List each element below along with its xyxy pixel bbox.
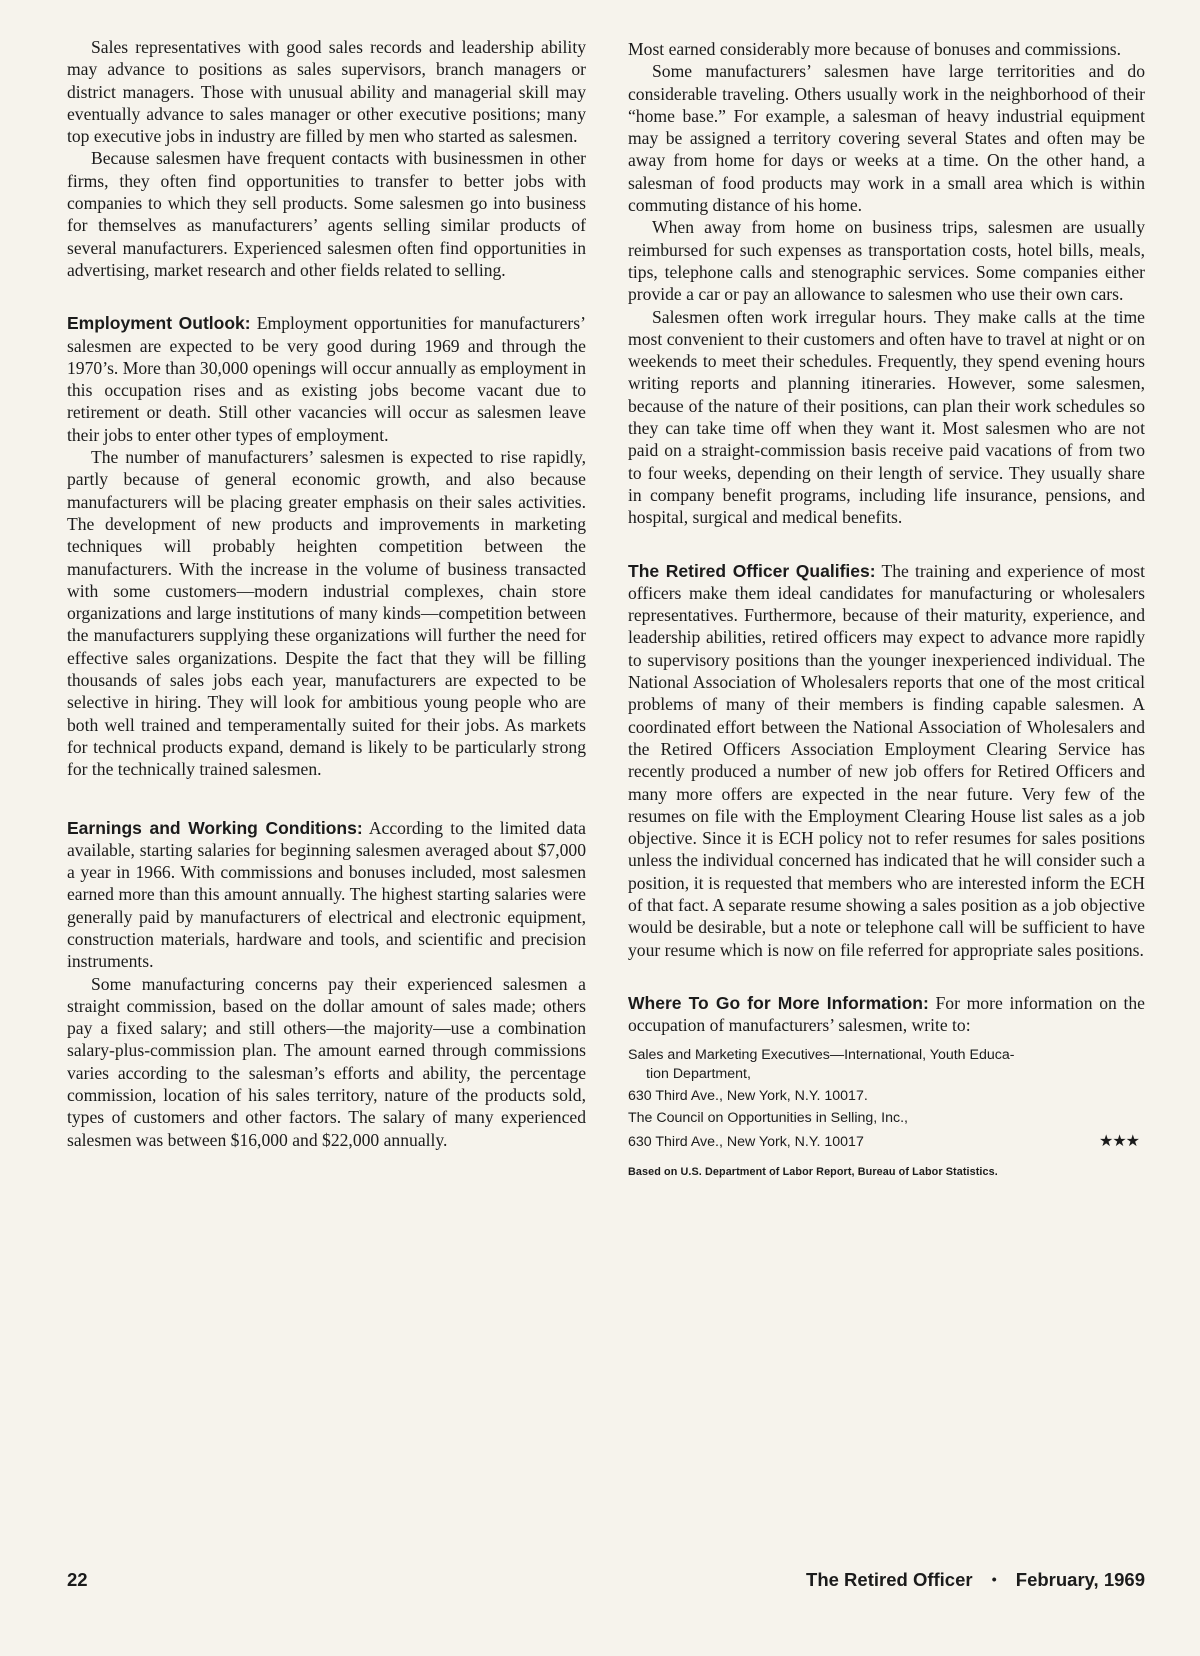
address-list [628,1046,1145,1152]
section-employment-outlook [67,312,586,446]
heading-employment-outlook: Employment Outlook: [67,313,251,334]
address-sme-line1: Sales and Marketing Executives—International, Youth Educa- [628,1047,1015,1064]
publication-date: February, 1969 [1015,1569,1145,1590]
section-earnings [67,817,586,973]
page-number: 22 [67,1569,88,1590]
paragraph-hours: Salesmen often work irregular hours. They make calls at the time most convenient to their customers and often have to travel at night or on weekends to meet their schedules. Frequently, they spend evening hours writing reports and planning itineraries. However, some salesmen, because of the nature of their positions, can plan their work schedules so they can take time off when they want it. Most salesmen who are not paid on a straight-commission basis receive paid vacations of from two to four weeks, depending on their length of service. They usually share in company benefit programs, including life insurance, pensions, and hospital, surgical and medical benefits. [628,306,1145,528]
bullet-separator: • [991,1571,997,1587]
paragraph-earnings-intro: According to the limited data available, starting salaries for beginning salesmen averaged about $7,000 a year in 1966. With commissions and bonuses included, most salesmen earned more than this amount annually. The highest starting salaries were generally paid by manufacturers of electrical and electronic equipment, construction materials, hardware and tools, and scientific and precision instruments. [67,817,586,972]
paragraph-employment-intro: Employment opportunities for manufacturers’ salesmen are expected to be very good during 1969 and through the 1970’s. More than 30,000 openings will occur annually as employment in this occupation rises and as existing jobs become vacant due to retirement or death. Still other vacancies will occur as salesmen leave their jobs to enter other types of employment. [67,313,587,445]
paragraph-expenses: When away from home on business trips, salesmen are usually reimbursed for such expenses as transportation costs, hotel bills, meals, tips, telephone calls and stenographic services. Some companies either provide a car or pay an allowance to salesmen who use their own cars. [628,217,1145,305]
address-sme-line2: tion Department, [646,1066,751,1083]
footer-publication-info [806,1569,1145,1591]
section-more-info [628,992,1145,1037]
paragraph-more-info: For more information on the occupation of manufacturers’ salesmen, write to: [628,992,1145,1036]
right-column [628,38,1145,1184]
publication-title: The Retired Officer [806,1569,973,1590]
heading-retired-officer: The Retired Officer Qualifies: [628,560,876,581]
address-council-row [628,1131,1145,1152]
paragraph-retired-officer: The training and experience of most officers make them ideal candidates for manufacturing or wholesalers representatives. Furthermore, because of their maturity, experience, and leadership abilities, retired officers may expect to advance more rapidly to supervisory positions than the younger inexperienced individual. The National Association of Wholesalers reports that one of the most critical problems of many of their members is finding capable salesmen. A coordinated effort between the National Association of Wholesalers and the Retired Officers Association Employment Clearing Service has recently produced a number of new job offers for Retired Officers and many more offers are expected in the near future. Very few of the resumes on file with the Employment Clearing House list sales as a job objective. Since it is ECH policy not to refer resumes for sales positions unless the individual concerned has indicated that he will consider such a position, it is requested that members who are interested inform the ECH of that fact. A separate resume showing a sales position as a job objective would be desirable, but a note or telephone call will be sufficient to have your resume which is now on file referred for appropriate sales positions. [628,560,1145,960]
paragraph-earnings-commission: Some manufacturing concerns pay their experienced salesmen a straight commission, based on the dollar amount of sales made; others pay a fixed salary; and still others—the majority—use a combination salary-plus-commission plan. The amount earned through commissions varies according to the salesman’s efforts and ability, the percentage commission, location of his sales territory, nature of the products sold, types of customers and other factors. The salary of many experienced salesmen was between $16,000 and $22,000 annually. [67,973,586,1150]
heading-earnings: Earnings and Working Conditions: [67,817,363,838]
paragraph-territories: Some manufacturers’ salesmen have large territorities and do considerable traveling. Others usually work in the neighborhood of their “home base.” For example, a salesman of heavy industrial equipment may be assigned a territory covering several States and often may be away from home for days or weeks at a time. On the other hand, a salesman of food products may work in a small area which is within commuting distance of his home. [628,61,1145,216]
end-stars-icon: ★★★ [1098,1131,1139,1151]
address-council-line1: The Council on Opportunities in Selling, Inc., [628,1110,908,1127]
source-note: Based on U.S. Department of Labor Report, Bureau of Labor Statistics. [628,1166,998,1179]
address-sme-line3: 630 Third Ave., New York, N.Y. 10017. [628,1088,868,1105]
section-retired-officer [628,560,1145,961]
paragraph-business-contacts: Because salesmen have frequent contacts with businessmen in other firms, they often find opportunities to transfer to better jobs with companies to which they sell products. Some salesmen go into business for themselves as manufacturers’ agents selling similar products of several manufacturers. Experienced salesmen often find opportunities in advertising, market research and other fields related to selling. [67,148,586,280]
heading-more-info: Where To Go for More Information: [628,992,929,1013]
paragraph-advancement: Sales representatives with good sales records and leadership ability may advance to positions as sales supervisors, branch managers or district managers. Those with unusual ability and managerial skill may eventually advance to sales manager or other executive positions; many top executive jobs in industry are filled by men who started as salesmen. [67,37,586,147]
paragraph-bonuses: Most earned considerably more because of bonuses and commissions. [628,39,1121,59]
paragraph-employment-growth: The number of manufacturers’ salesmen is expected to rise rapidly, partly because of general economic growth, and also because manufacturers will be placing greater emphasis on their sales activities. The development of new products and improvements in marketing techniques will probably heighten competition between the manufacturers. With the increase in the volume of business transacted with some customers—modern industrial complexes, chain store organizations and large institutions of many kinds—competition between the manufacturers supplying these organizations will further the need for effective sales organizations. Despite the fact that they will be filling thousands of sales jobs each year, manufacturers are expected to be selective in hiring. They will look for ambitious young people who are both well trained and temperamentally suited for their jobs. As markets for technical products expand, demand is likely to be particularly strong for the technically trained salesmen. [67,447,586,780]
left-column [67,36,586,1151]
address-council-line2: 630 Third Ave., New York, N.Y. 10017 [628,1134,864,1151]
